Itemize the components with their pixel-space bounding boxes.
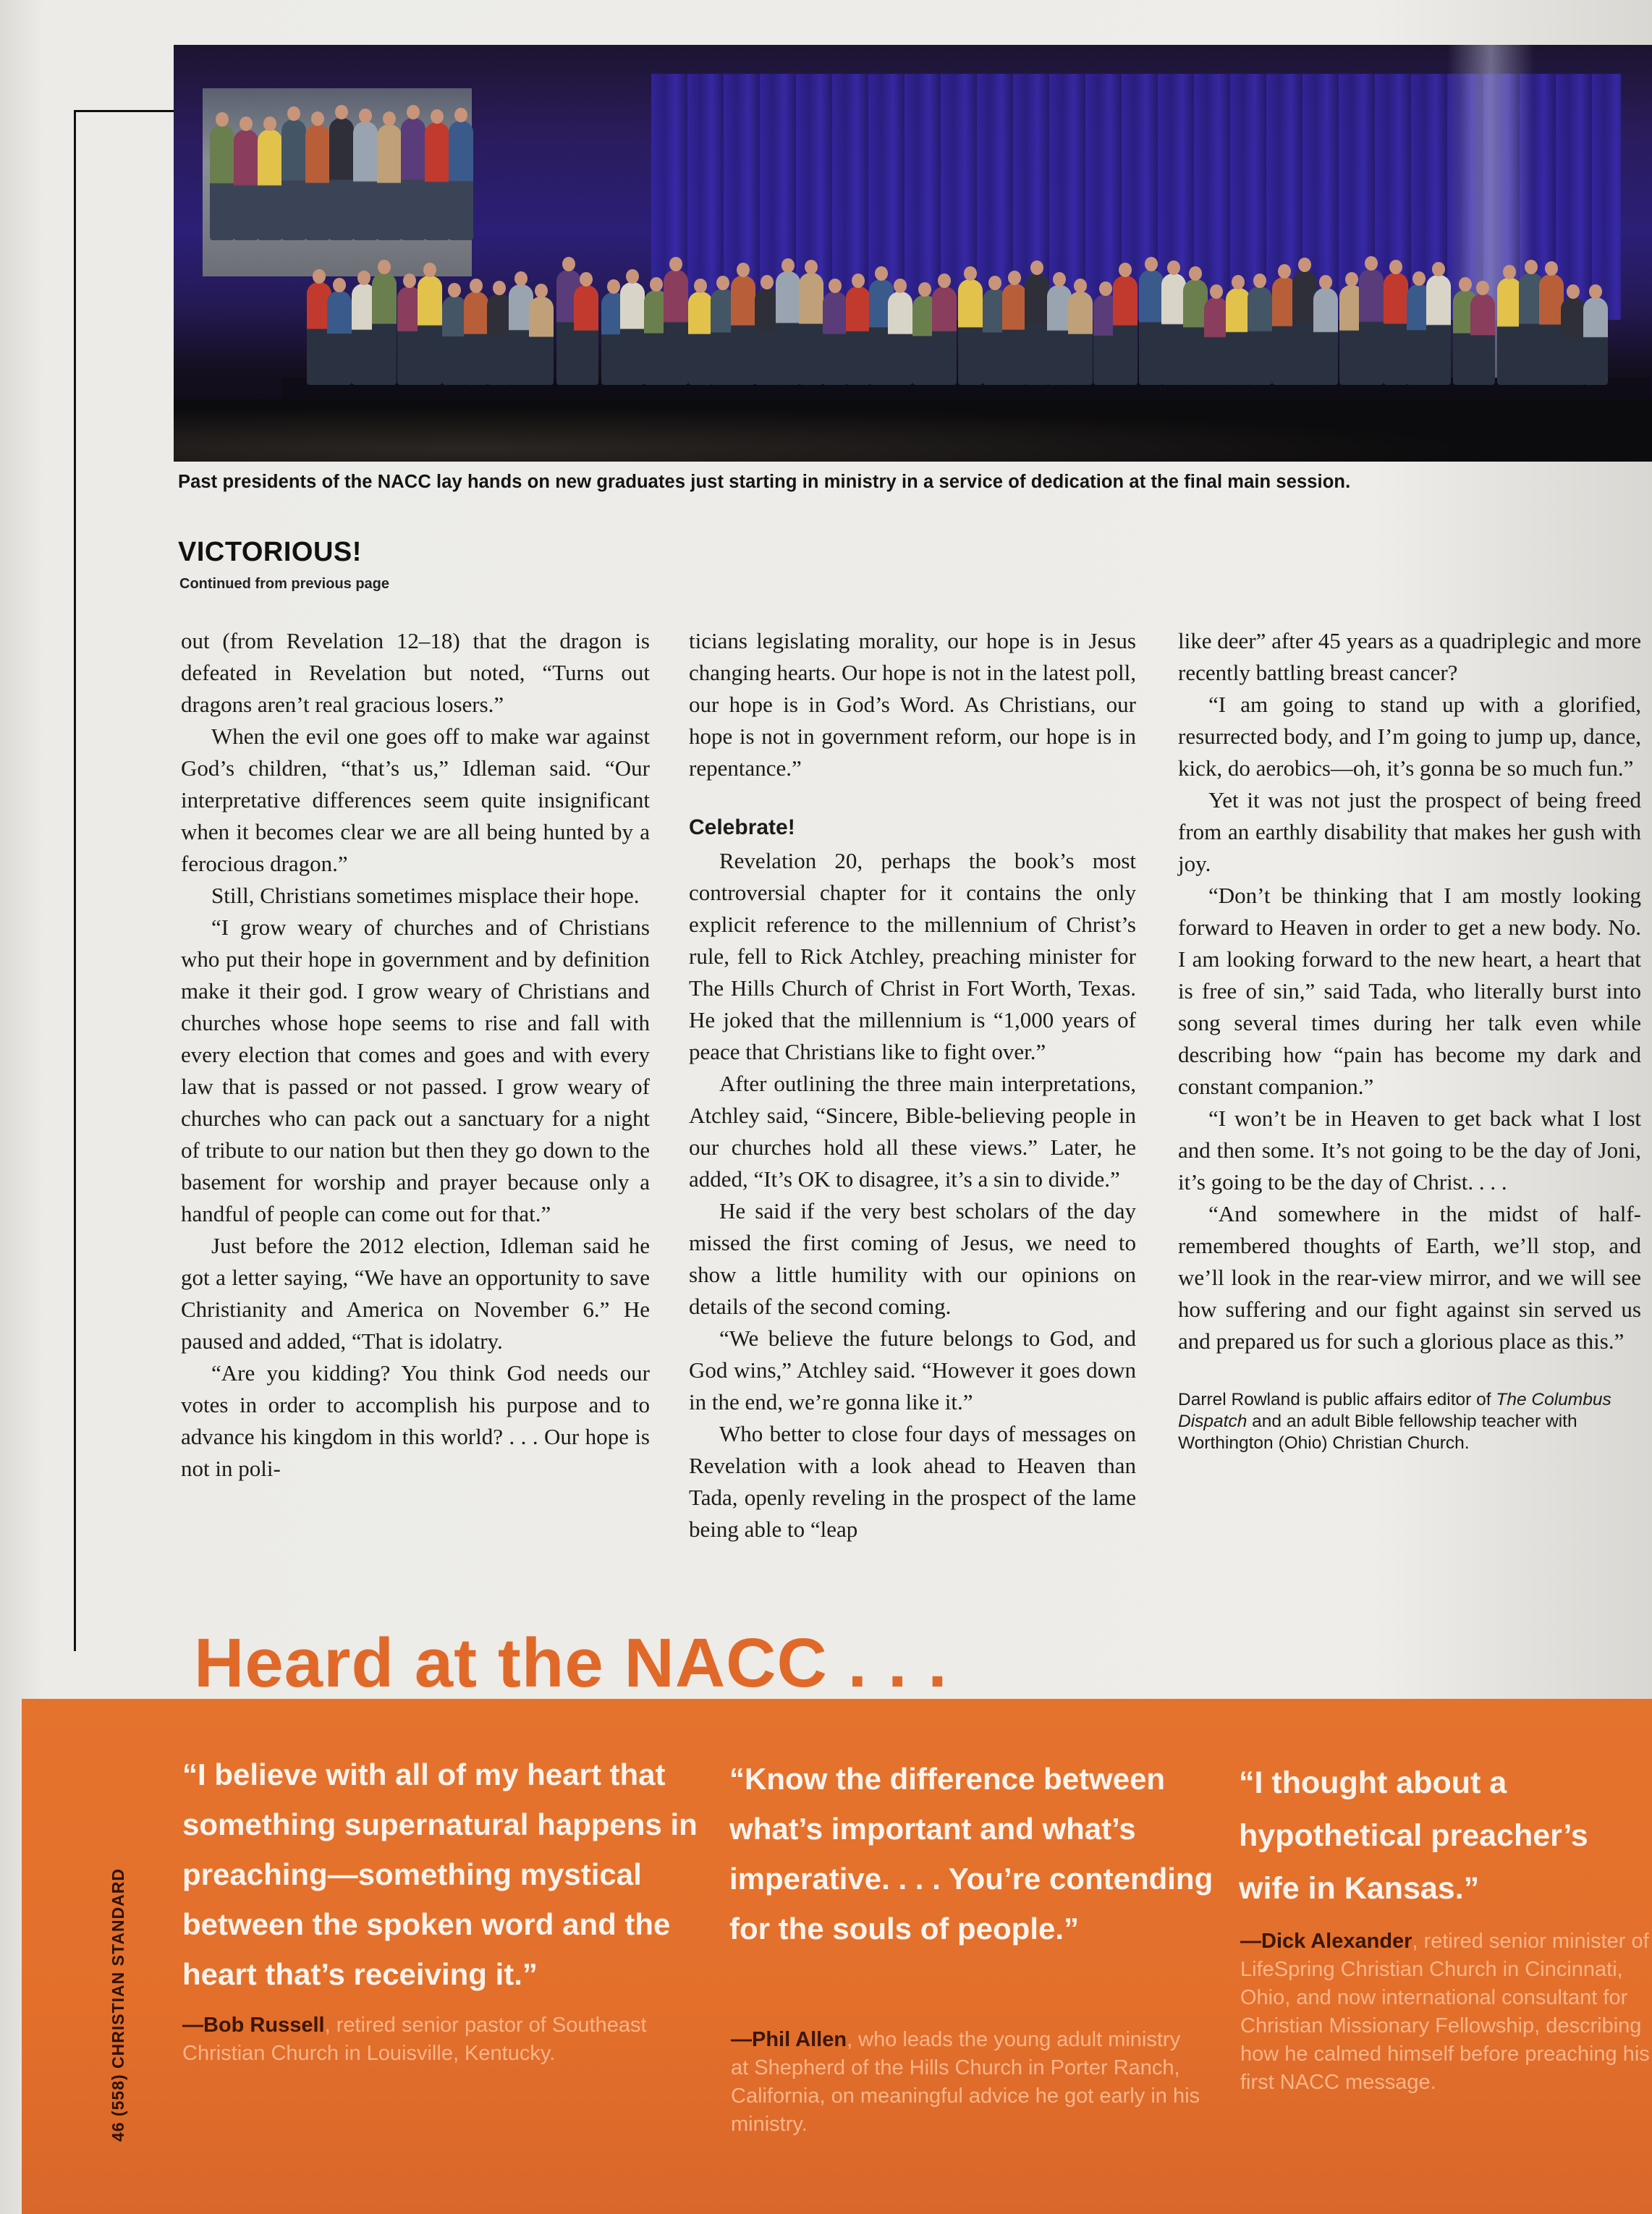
stage-figure-head (423, 263, 436, 277)
stage-figure (487, 294, 512, 385)
stage-figure (464, 292, 488, 385)
paragraph: Still, Christians sometimes misplace their hope. (211, 883, 640, 908)
stage-figure-head (829, 279, 842, 293)
attribution-russell (182, 2011, 674, 2068)
paragraph: “I grow weary of churches and of Christians who put their hope in government and by definition make it their god. I grow weary of Christians and churches whose hope seems to rise and fall with every election that comes and goes and with every law that is passed or not passed. I grow weary of churches who can pack out a sanctuary for a night of tribute to our nation but then they go down to the basement for worship and prayer because only a handful of people can come out for that.” (181, 915, 650, 1226)
stage-photo (174, 45, 1652, 462)
attribution-desc: , who leads the young adult ministry at Shepherd of the Hills Church in Porter Ranch, California, on meaningful advice he got early in his ministry. (731, 2028, 1200, 2136)
stage-figure (846, 287, 871, 385)
stage-figure-head (313, 269, 326, 284)
stage-figure (1539, 274, 1564, 385)
screen-figure (234, 130, 258, 240)
stage-figure (799, 273, 823, 385)
stage-figure-head (694, 279, 707, 293)
stage-figure (932, 287, 957, 385)
stage-figure-head (607, 279, 620, 294)
attribution-desc: , retired senior pastor of Southeast Christian Church in Louisville, Kentucky. (182, 2014, 647, 2065)
stage-figure-head (470, 279, 483, 293)
stage-figure (688, 292, 713, 385)
stage-figure-head (669, 257, 682, 271)
stage-figure-head (852, 273, 865, 288)
stage-figure (1359, 269, 1384, 385)
stage-figure (1068, 292, 1093, 385)
stage-figure-head (1389, 260, 1402, 274)
stage-figure-head (448, 283, 461, 297)
stage-figure-head (1589, 284, 1602, 299)
stage-figure-head (562, 257, 575, 271)
heard-title: Heard at the NACC . . . (194, 1624, 948, 1699)
continued-note: Continued from previous page (179, 576, 390, 592)
paragraph: out (from Revelation 12–18) that the dragon is defeated in Revelation but noted, “Turns out dragons aren’t real gracious losers.” (181, 628, 650, 717)
stage-figure (1139, 270, 1164, 385)
screen-figure (210, 125, 234, 240)
stage-figure (372, 273, 397, 385)
paragraph: “We believe the future belongs to God, and God wins,” Atchley said. “However it goes down in the end, we’re gonna like it.” (689, 1326, 1136, 1414)
stage-figure (1313, 288, 1338, 385)
screen-figure (353, 122, 378, 240)
screen-figure-head (311, 111, 324, 126)
stage-figure-head (1232, 275, 1245, 289)
stage-figure (1226, 288, 1250, 385)
stage-figure (1384, 273, 1408, 385)
stage-figure-head (761, 275, 774, 289)
stage-figure-head (333, 278, 346, 292)
screen-figure (281, 119, 306, 240)
screen-figure (449, 121, 473, 240)
stage-figure-head (626, 269, 639, 284)
stage-figure (620, 282, 645, 385)
quote-russell: “I believe with all of my heart that something supernatural happens in preaching—something mystical between the spoken word and the heart that’s receiving it.” (182, 1757, 698, 1991)
stage-figure (327, 291, 352, 385)
stage-figure-head (918, 282, 931, 297)
bio-text: Darrel Rowland is public affairs editor of (1178, 1390, 1496, 1409)
stage-figure-head (1412, 271, 1426, 286)
stage-figure-head (988, 276, 1001, 290)
stage-figure-head (781, 258, 795, 273)
stage-figure (1426, 275, 1451, 385)
paragraph: ticians legislating morality, our hope is in Jesus changing hearts. Our hope is not in the latest poll, our hope is in God’s Word. As Christians, our hope is not in government reform, our hope is in repentance.” (689, 628, 1136, 781)
stage-figure (958, 279, 983, 385)
stage-figure-head (378, 260, 391, 274)
attribution-name: —Bob Russell (182, 2014, 325, 2037)
paragraph: When the evil one goes off to make war against God’s children, “that’s us,” Idleman said. “Our interpretative differences seem quite insignificant when it becomes clear we are all being hunted by a ferocious dragon.” (181, 724, 650, 876)
stage-figure-head (1298, 258, 1311, 272)
attribution-alexander (1240, 1927, 1652, 2097)
attribution-allen (731, 2026, 1201, 2139)
screen-figure-head (359, 109, 372, 123)
stage-figure (1497, 278, 1522, 385)
screen-figure (425, 122, 449, 240)
stage-figure-head (1345, 272, 1358, 287)
stage-figure-head (1253, 273, 1266, 288)
stage-figure (574, 285, 598, 385)
stage-figure-head (1074, 279, 1087, 293)
publication-name: The Columbus Dispatch (1178, 1390, 1611, 1431)
screen-figure-head (454, 108, 467, 122)
subhead-celebrate: Celebrate! (689, 815, 795, 839)
screen-figure-head (240, 116, 253, 131)
frame-rule-left (74, 110, 76, 1651)
article-title: VICTORIOUS! (178, 537, 362, 567)
stage-figure (529, 297, 554, 385)
stage-figure (418, 276, 442, 385)
quote-allen: “Know the difference between what’s important and what’s imperative. . . . You’re contending for the souls of people.” (729, 1762, 1213, 1946)
stage-figure (1113, 276, 1138, 385)
screen-figure-head (431, 109, 444, 124)
page-folio: 46 (558) CHRISTIAN STANDARD (109, 1867, 127, 2142)
stage-figure-head (1278, 264, 1291, 279)
article-column-1 (181, 625, 650, 1485)
audience (174, 399, 1652, 462)
screen-figure (377, 124, 402, 240)
stage-figure (1583, 297, 1608, 385)
stage-figure-head (403, 273, 416, 288)
stage-figure-head (357, 271, 370, 285)
screen-figure-head (335, 105, 348, 119)
stage-figure (888, 292, 912, 385)
stage-figure-head (580, 272, 593, 287)
stage-figure (1561, 297, 1585, 385)
paragraph: “And somewhere in the midst of half-remembered thoughts of Earth, we’ll stop, and we’ll look in the rear-view mirror, and we will see how suffering and our fight against sin served us and prepared us for such a glorious place as this.” (1178, 1201, 1641, 1354)
paragraph: “Are you kidding? You think God needs our votes in order to accomplish his purpose and to advance his kingdom in this world? . . . Our hope is not in poli- (181, 1360, 650, 1481)
stage-figure (731, 276, 755, 385)
stage-figure (1470, 294, 1495, 385)
paragraph: After outlining the three main interpretations, Atchley said, “Sincere, Bible-believing people in our churches hold all these views.” Later, he added, “It’s OK to disagree, it’s a sin to divide.” (689, 1071, 1136, 1192)
paragraph: Yet it was not just the prospect of being freed from an earthly disability that makes her gush with joy. (1178, 787, 1641, 876)
screen-figure (258, 130, 282, 240)
paragraph: Who better to close four days of messages on Revelation with a look ahead to Heaven than Tada, openly reveling in the prospect of the lame being able to “leap (689, 1421, 1136, 1542)
stage-figure-head (1167, 260, 1180, 275)
stage-figure-head (1476, 281, 1489, 295)
stage-figure-head (1545, 261, 1558, 276)
screen-figure (305, 124, 330, 240)
stage-figure (1002, 284, 1027, 385)
stage-figure (776, 271, 800, 385)
stage-figure-head (535, 284, 548, 298)
stage-figure-head (938, 273, 951, 288)
paragraph: “I won’t be in Heaven to get back what I lost and then some. It’s not going to be the day of Joni, it’s going to be the day of Christ. . . . (1178, 1106, 1641, 1195)
stage-figure-head (1053, 272, 1066, 287)
stage-figure (1248, 287, 1272, 385)
screen-figure-head (216, 112, 229, 127)
article-column-2 (689, 625, 1136, 1545)
photo-caption: Past presidents of the NACC lay hands on new graduates just starting in ministry in a service of dedication at the final main session. (178, 472, 1351, 492)
article-column-3 (1178, 625, 1641, 1454)
paragraph: like deer” after 45 years as a quadriplegic and more recently battling breast cancer? (1178, 628, 1641, 685)
stage-figure-head (1567, 284, 1580, 299)
attribution-desc: , retired senior minister of LifeSpring Christian Church in Cincinnati, Ohio, and now international consultant for Christian Missionary Fellowship, describing how he calmed himself before preaching his first NACC message. (1240, 1930, 1650, 2094)
paragraph: Revelation 20, perhaps the book’s most controversial chapter for it contains the only explicit reference to the millennium of Christ’s rule, fell to Rick Atchley, preaching minister for The Hills Church of Christ in Fort Worth, Texas. He joked that the millennium is “1,000 years of peace that Christians like to fight over.” (689, 848, 1136, 1064)
screen-figure-head (287, 106, 300, 121)
bio-text: and an adult Bible fellowship teacher with Worthington (Ohio) Christian Church. (1178, 1412, 1577, 1453)
stage-figure-head (1145, 257, 1158, 271)
stage-figure-head (1099, 281, 1112, 296)
stage-figure-head (1030, 260, 1043, 275)
attribution-name: —Dick Alexander (1240, 1930, 1412, 1953)
stage-figure-head (514, 271, 528, 286)
stage-figure-head (894, 279, 907, 293)
stage-figure-head (1008, 271, 1021, 285)
screen-figure (329, 118, 354, 240)
paragraph: “Don’t be thinking that I am mostly looking forward to Heaven in order to get a new body. No. I am looking forward to the new heart, a heart that is free of sin,” said Tada, who literally burst into song several times during her talk even while describing how “pain has become my dark and constant companion.” (1178, 883, 1641, 1099)
attribution-name: —Phil Allen (731, 2028, 847, 2051)
stage-figure-head (493, 281, 506, 295)
stage-figure (1025, 273, 1049, 385)
paragraph: “I am going to stand up with a glorified, resurrected body, and I’m going to jump up, dance, kick, do aerobics—oh, it’s gonna be so much fun.” (1178, 692, 1641, 781)
stage-figure-head (1365, 256, 1378, 271)
stage-figure (664, 270, 688, 385)
screen-figure (401, 118, 425, 240)
screen-figure-head (383, 111, 396, 126)
paragraph: He said if the very best scholars of the day missed the first coming of Jesus, we need to show a little humility with our opinions on details of the second coming. (689, 1198, 1136, 1319)
stage-figure-head (1319, 275, 1332, 289)
screen-figure-head (263, 116, 276, 131)
stage-figure (823, 292, 847, 385)
stage-figure-head (1503, 265, 1516, 279)
stage-figure-head (875, 266, 888, 281)
author-bio (1178, 1389, 1641, 1454)
stage-figure-head (805, 260, 818, 274)
quote-alexander: “I thought about a hypothetical preacher’s wife in Kansas.” (1239, 1765, 1588, 1906)
frame-rule-top (74, 110, 175, 112)
paragraph: Just before the 2012 election, Idleman said he got a letter saying, “We have an opportunity to save Christianity and America on November 6.” He paused and added, “That is idolatry. (181, 1233, 650, 1354)
